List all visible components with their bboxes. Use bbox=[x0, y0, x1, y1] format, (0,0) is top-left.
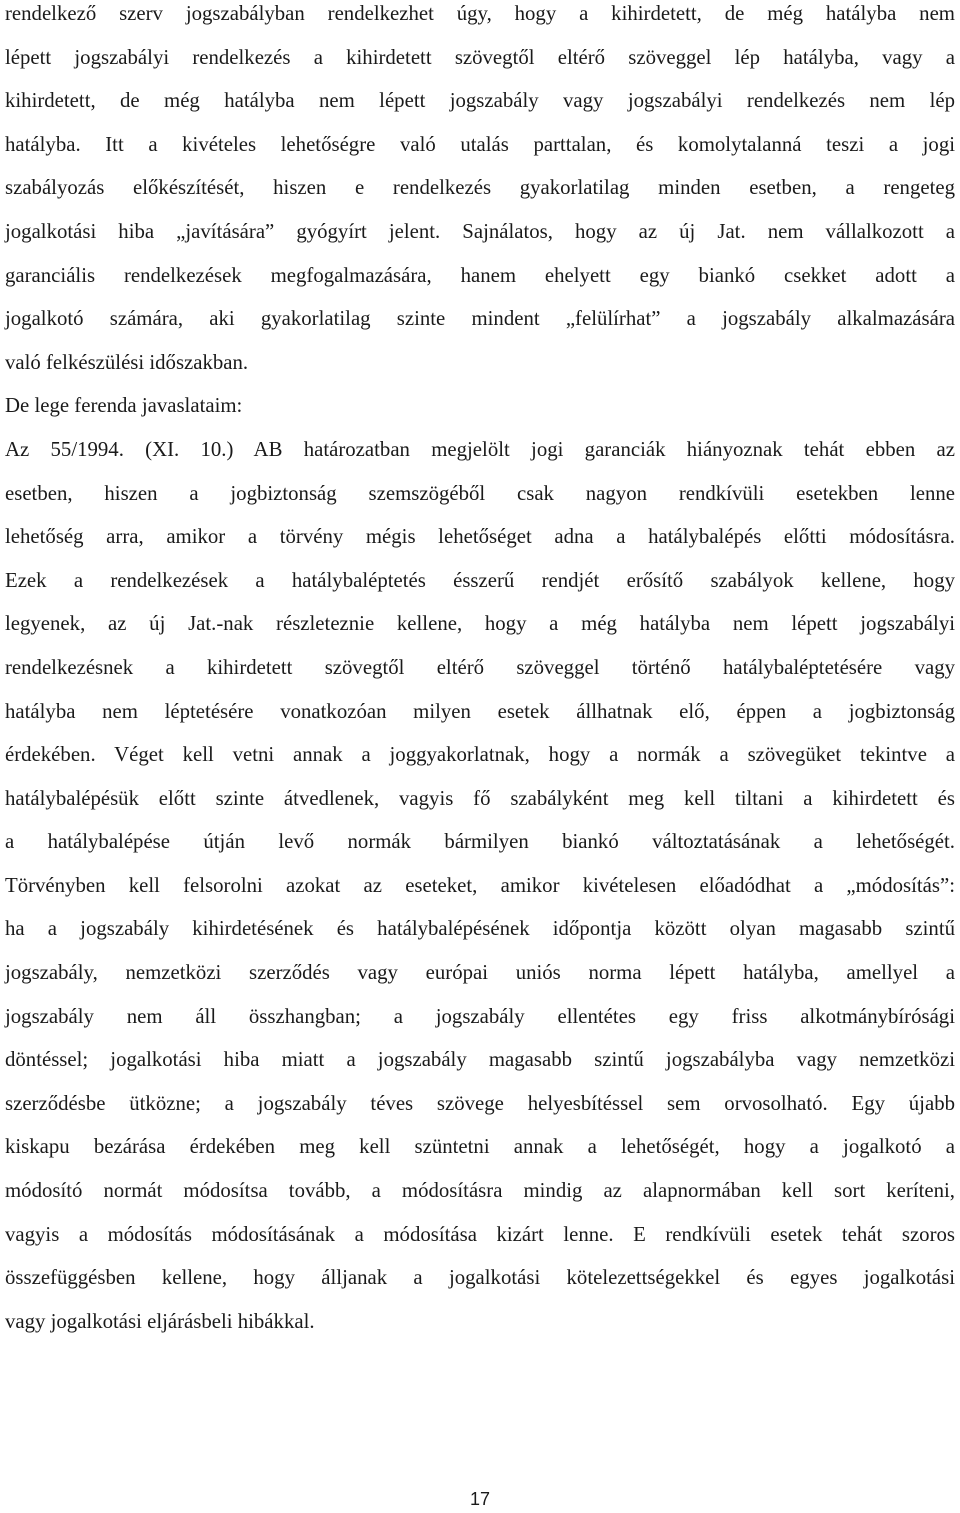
text-line: ha a jogszabály kihirdetésének és hatálybalépésének időpontja között olyan magasabb szintű bbox=[5, 917, 955, 941]
text-line: jogalkotási hiba „javítására” gyógyírt jelent. Sajnálatos, hogy az új Jat. nem vállalkozott a bbox=[5, 219, 955, 243]
text-line: lehetőség arra, amikor a törvény mégis lehetőséget adna a hatálybalépés előtti módosításra. bbox=[5, 525, 955, 549]
paragraph-continuation bbox=[5, 0, 955, 384]
text-line: hatályba. Itt a kivételes lehetőségre való utalás parttalan, és komolytalanná teszi a jogi bbox=[5, 132, 955, 156]
text-line: esetben, hiszen a jogbiztonság szemszögéből csak nagyon rendkívüli esetekben lenne bbox=[5, 481, 955, 505]
text-line: kihirdetett, de még hatályba nem lépett jogszabály vagy jogszabályi rendelkezés nem lép bbox=[5, 89, 955, 113]
text-line: módosító normát módosítsa tovább, a módosításra mindig az alapnormában kell sort keríteni, bbox=[5, 1179, 955, 1203]
text-line: összefüggésben kellene, hogy álljanak a jogalkotási kötelezettségekkel és egyes jogalkotási bbox=[5, 1266, 955, 1290]
text-line: vagy jogalkotási eljárásbeli hibákkal. bbox=[5, 1309, 315, 1333]
text-line: lépett jogszabályi rendelkezés a kihirdetett szövegtől eltérő szöveggel lép hatályba, vagy a bbox=[5, 45, 955, 69]
text-line: jogszabály, nemzetközi szerződés vagy európai uniós norma lépett hatályba, amellyel a bbox=[5, 961, 955, 985]
heading-text: De lege ferenda javaslataim: bbox=[5, 394, 243, 418]
text-line: érdekében. Véget kell vetni annak a joggyakorlatnak, hogy a normák a szövegüket tekintve a bbox=[5, 743, 955, 767]
text-line: a hatálybalépése útján levő normák bármilyen biankó változtatásának a lehetőségét. bbox=[5, 830, 955, 854]
text-line: Törvényben kell felsorolni azokat az eseteket, amikor kivételesen előadódhat a „módosítás”: bbox=[5, 873, 955, 897]
text-line: vagyis a módosítás módosításának a módosítása kizárt lenne. E rendkívüli esetek tehát szoros bbox=[5, 1222, 955, 1246]
text-line: jogalkotó számára, aki gyakorlatilag szinte mindent „felülírhat” a jogszabály alkalmazására bbox=[5, 307, 955, 331]
text-line: garanciális rendelkezések megfogalmazására, hanem ehelyett egy biankó csekket adott a bbox=[5, 263, 955, 287]
document-body bbox=[5, 0, 955, 1343]
text-line: rendelkező szerv jogszabályban rendelkezhet úgy, hogy a kihirdetett, de még hatályba nem bbox=[5, 2, 955, 25]
text-line: való felkészülési időszakban. bbox=[5, 350, 249, 374]
page-number: 17 bbox=[469, 1489, 491, 1509]
paragraph-proposals bbox=[5, 428, 955, 1343]
section-heading bbox=[5, 384, 955, 428]
text-line: kiskapu bezárása érdekében meg kell szüntetni annak a lehetőségét, hogy a jogalkotó a bbox=[5, 1135, 955, 1159]
text-line: döntéssel; jogalkotási hiba miatt a jogszabály magasabb szintű jogszabályba vagy nemzetközi bbox=[5, 1048, 955, 1072]
text-line: legyenek, az új Jat.-nak részleteznie kellene, hogy a még hatályba nem lépett jogszabályi bbox=[5, 612, 955, 636]
text-line: Ezek a rendelkezések a hatálybaléptetés ésszerű rendjét erősítő szabályok kellene, hogy bbox=[5, 568, 955, 592]
text-line: szabályozás előkészítését, hiszen e rendelkezés gyakorlatilag minden esetben, a rengeteg bbox=[5, 176, 955, 200]
text-line: hatályba nem léptetésére vonatkozóan milyen esetek állhatnak elő, éppen a jogbiztonság bbox=[5, 699, 955, 723]
text-line: jogszabály nem áll összhangban; a jogszabály ellentétes egy friss alkotmánybírósági bbox=[5, 1004, 955, 1028]
text-line: Az 55/1994. (XI. 10.) AB határozatban megjelölt jogi garanciák hiányoznak tehát ebben az bbox=[5, 437, 955, 461]
text-line: rendelkezésnek a kihirdetett szövegtől eltérő szöveggel történő hatálybaléptetésére vagy bbox=[5, 655, 955, 679]
text-line: szerződésbe ütközne; a jogszabály téves szövege helyesbítéssel sem orvosolható. Egy újabb bbox=[5, 1091, 955, 1115]
text-line: hatálybalépésük előtt szinte átvedlenek, vagyis fő szabályként meg kell tiltani a kihirdetett és bbox=[5, 786, 955, 810]
